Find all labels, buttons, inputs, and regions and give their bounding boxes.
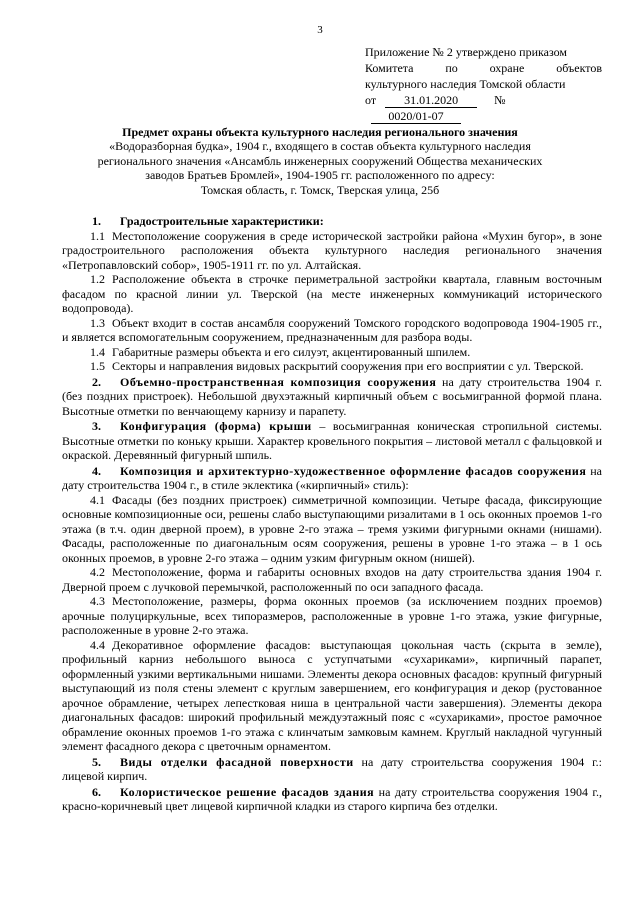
subsection-1-4 xyxy=(62,345,602,360)
section-text: на дату строительства сооружения 1904 г., красно-коричневый цвет лицевой кирпичной кладки из старого кирпича без отделки. xyxy=(62,784,603,813)
section-title: Объемно-пространственная композиция сооружения xyxy=(120,374,437,389)
section-number: 6. xyxy=(92,784,101,799)
from-label: от xyxy=(365,93,377,107)
section-6 xyxy=(62,785,602,814)
subsection-number: 1.5 xyxy=(90,359,105,373)
subsection-number: 4.2 xyxy=(90,565,105,579)
subsection-text: Местоположение, форма и габариты основных входов на дату строительства здания 1904 г. Дверной проем с лучковой перемычкой, расположенный по оси западного фасада. xyxy=(62,565,602,594)
document-title xyxy=(80,125,560,197)
section-title: Виды отделки фасадной поверхности xyxy=(120,754,354,769)
subsection-text: Объект входит в состав ансамбля сооружений Томского городского водопровода 1904-1905 гг., и является вспомогательным сооружением, предназначенным для разбора воды. xyxy=(62,315,602,344)
section-number: 2. xyxy=(92,374,101,389)
subsection-text: Местоположение, размеры, форма оконных проемов (за исключением поздних проемов) арочные полуциркульные, всех типоразмеров, расположенные в уровне 1-го этажа, узкие фигурные, расположенные в уровне 2-го этажа. xyxy=(62,594,602,637)
section-text: на дату строительства 1904 г., в стиле эклектика («кирпичный» стиль): xyxy=(62,463,602,492)
appendix-block xyxy=(365,44,602,124)
section-title: Конфигурация (форма) крыши xyxy=(120,419,312,433)
subsection-number: 4.1 xyxy=(90,492,105,507)
subsection-text: Фасады (без поздних пристроек) симметричной композиции. Четыре фасада, фиксирующие основные композиционные оси, решены слабо выступающими ризалитами в 1 ось оконных проемов 1-го этажа (в т.ч. один дверной проем), в уровне 2-го этажа – тремя узкими фигурными окнами (нишами). Фасады, расположенные по диагональным осям сооружения, решены в уровне 1-го этажа – в 1 ось оконных проемов, в уровне 2-го этажа – одним узким фигурным окном (нишей). xyxy=(62,492,602,565)
section-5 xyxy=(62,755,602,784)
subsection-text: Расположение объекта в строчке периметральной застройки квартала, главным восточным фасадом по красной линии ул. Тверской (на месте инженерных коммуникаций исторического водопровода). xyxy=(62,272,602,315)
section-text: на дату строительства 1904 г. (без поздних пристроек). Небольшой двухэтажный кирпичный объем с восьмигранной формой плана. Высотные отметки по венчающему карнизу и парапету. xyxy=(62,374,602,418)
section-title: Колористическое решение фасадов здания xyxy=(120,784,375,799)
subsection-number: 1.3 xyxy=(90,315,105,330)
subsection-number: 1.2 xyxy=(90,272,105,286)
appendix-line-1: Приложение № 2 утверждено приказом xyxy=(365,45,568,59)
subsection-text: Габаритные размеры объекта и его силуэт, акцентированный шпилем. xyxy=(112,344,471,359)
section-title: Градостроительные характеристики: xyxy=(120,214,324,228)
subsection-4-1 xyxy=(62,493,602,566)
title-heading: Предмет охраны объекта культурного наследия регионального значения xyxy=(122,125,518,139)
section-number: 1. xyxy=(92,214,101,228)
subsection-1-1 xyxy=(62,229,602,273)
subsection-text: Секторы и направления видовых раскрытий сооружения при его восприятии с ул. Тверской. xyxy=(112,359,584,373)
subsection-text: Декоративное оформление фасадов: выступающая цокольная часть (скрыта в земле), профильный карниз небольшого выноса с уступчатыми «сухариками», кирпичный парапет, оформленный узкими вертикальными нишами. Элементы декора основных фасадов: крупный фигурный выступающий из поля стены элемент с круглым завершением, его конфигурация и декор (рустованное арочное обрамление, четырех лепестковая ниша в центральной части завершения). Элементы декора диагональных фасадов: широкий профильный междуэтажный пояс с «сухариками», простое рамочное обрамление оконных проемов 1-го этажа с клинчатым замковым камнем. Круглый накладной чугунный элемент фасадного декора с цветочным орнаментом. xyxy=(62,637,602,753)
number-label: № xyxy=(494,93,506,107)
section-2 xyxy=(62,375,602,419)
subsection-number: 1.1 xyxy=(90,228,105,243)
title-line-5: Томская область, г. Томск, Тверская улица, 25б xyxy=(200,182,440,197)
section-4 xyxy=(62,464,602,493)
subsection-number: 4.4 xyxy=(90,637,105,652)
section-number: 5. xyxy=(92,754,101,769)
section-text: на дату строительства сооружения 1904 г.: лицевой кирпич. xyxy=(62,754,602,783)
section-number: 3. xyxy=(92,419,101,433)
subsection-1-5 xyxy=(62,359,602,374)
document-body xyxy=(62,213,602,814)
title-line-3: регионального значения «Ансамбль инженерных сооружений Общества механических xyxy=(97,153,543,168)
section-3 xyxy=(62,419,602,463)
page-number: 3 xyxy=(317,24,323,36)
subsection-4-3 xyxy=(62,594,602,638)
order-number: 0020/01-07 xyxy=(371,109,461,124)
subsection-text: Местоположение сооружения в среде исторической застройки района «Мухин бугор», в зоне градостроительного расположения объекта культурного наследия регионального значения «Петропавловский собор», 1905-1911 гг. по ул. Алтайская. xyxy=(62,228,602,272)
section-number: 4. xyxy=(92,463,101,478)
order-date: 31.01.2020 xyxy=(385,93,477,108)
appendix-line-4 xyxy=(365,92,602,124)
subsection-4-4 xyxy=(62,638,602,754)
section-text: – восьмигранная коническая стропильной системы. Высотные отметки по коньку крыши. Характер кровельного покрытия – листовой металл с фальцовкой и окраской. Деревянный фигурный шпиль. xyxy=(62,419,602,462)
subsection-1-3 xyxy=(62,316,602,345)
title-line-2: «Водоразборная будка», 1904 г., входящего в состав объекта культурного наследия xyxy=(109,139,531,154)
subsection-1-2 xyxy=(62,272,602,316)
appendix-line-2: Комитета по охране объектов xyxy=(365,61,602,75)
appendix-line-3: культурного наследия Томской области xyxy=(365,77,566,91)
subsection-number: 4.3 xyxy=(90,594,105,608)
section-title: Композиция и архитектурно-художественное оформление фасадов сооружения xyxy=(120,463,587,478)
subsection-number: 1.4 xyxy=(90,344,105,359)
title-line-4: заводов Братьев Бромлей», 1904-1905 гг. расположенного по адресу: xyxy=(145,168,495,183)
section-1 xyxy=(62,214,602,229)
subsection-4-2 xyxy=(62,565,602,594)
